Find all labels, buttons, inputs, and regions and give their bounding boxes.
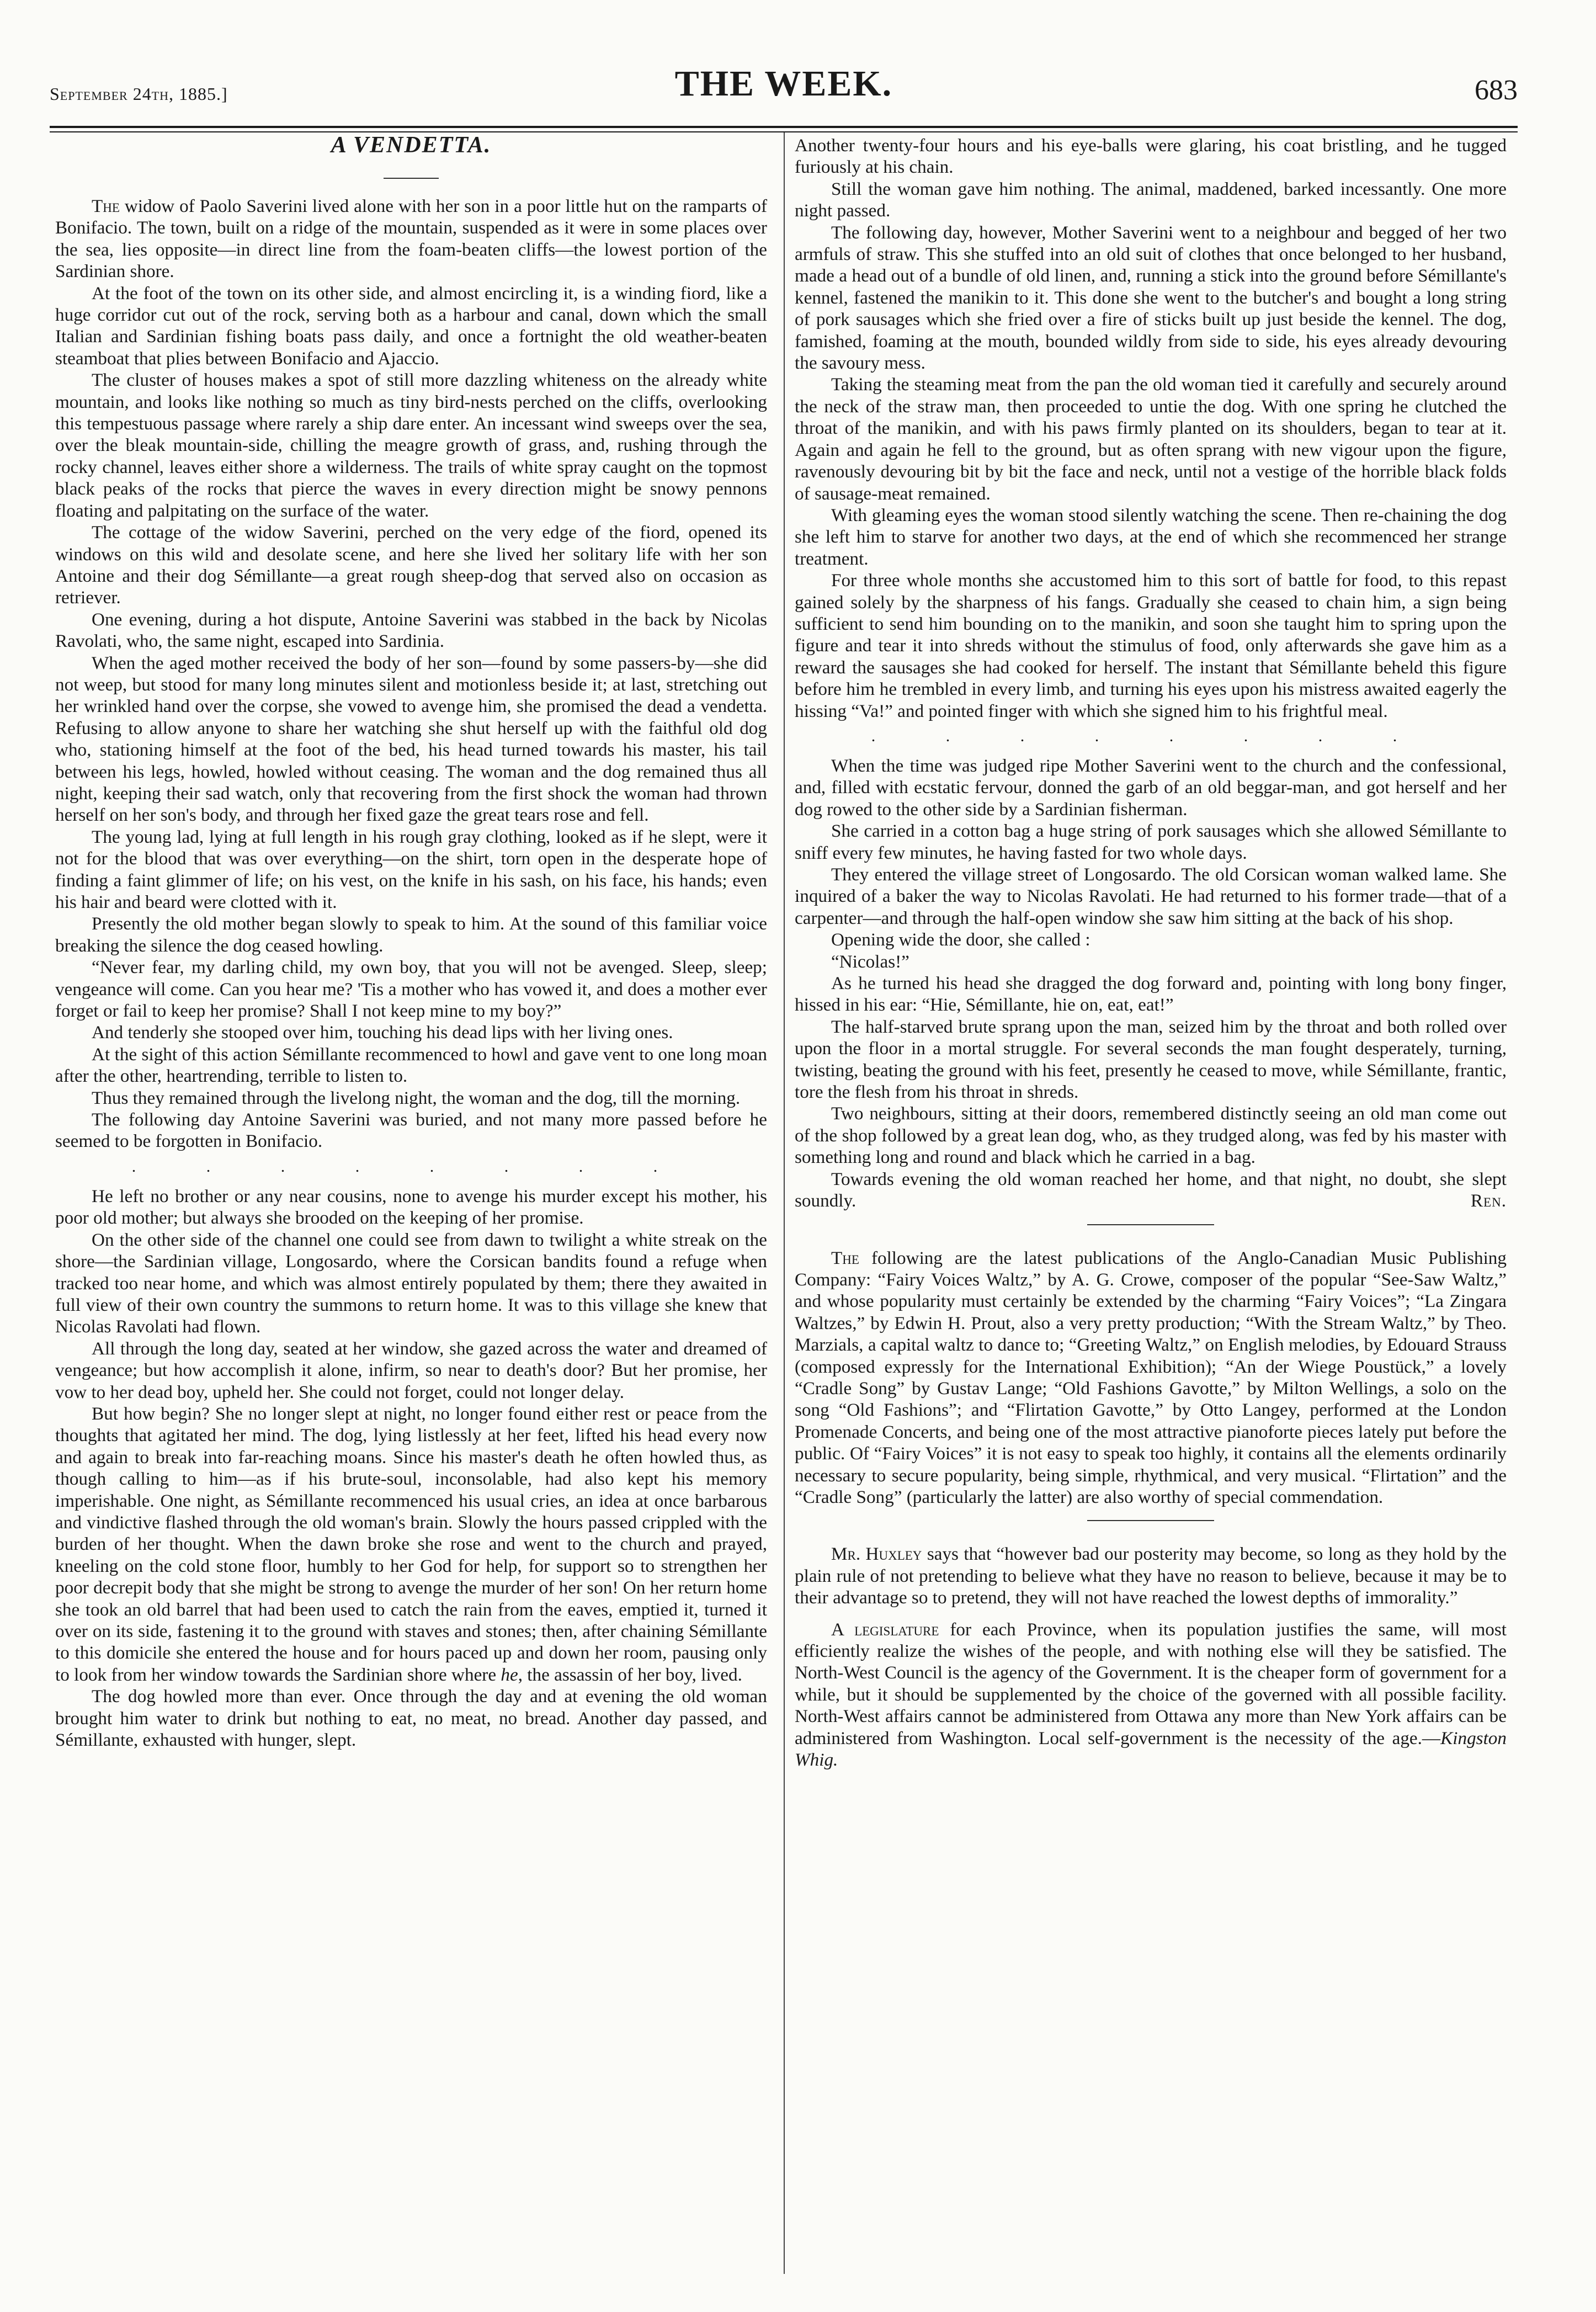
- paragraph: Presently the old mother began slowly to speak to him. At the sound of this familiar voice breaking the silence the dog ceased howling.: [55, 913, 767, 956]
- section-break: . . . . . . . .: [131, 1157, 691, 1176]
- paragraph: At the foot of the town on its other side, and almost encircling it, is a winding fiord, like a huge corridor cut out of the rock, serving both as a harbour and canal, down which the small Italian and Sardinian fishing boats pass daily, and once a fortnight the old weather-beaten steamboat that plies between Bonifacio and Ajaccio.: [55, 283, 767, 369]
- paragraph: The following day, however, Mother Saverini went to a neighbour and begged of her two armfuls of straw. This she stuffed into an old suit of clothes that once belonged to her husband, made a head out of a bundle of old linen, and, running a stick into the ground before Sémillante's kennel, fastened the manikin to it. This done she went to the butcher's and bought a long string of pork sausages which she fried over a fire of sticks built up just beside the kennel. The dog, famished, foaming at the mouth, bounded wildly from side to side, his eyes already devouring the savoury mess.: [795, 222, 1507, 374]
- paragraph: Opening wide the door, she called :: [831, 929, 1090, 950]
- article-title: A VENDETTA.: [331, 132, 492, 158]
- music-notice: [795, 1247, 1507, 1508]
- issue-date: September 24th, 1885.]: [50, 84, 228, 104]
- paragraph: The dog howled more than ever. Once through the day and at evening the old woman brought him water to drink but nothing to eat, no meat, no bread. Another day passed, and Sémillante, exhausted with hunger, slept.: [55, 1686, 767, 1751]
- lead-word: The: [831, 1247, 859, 1268]
- paragraph: Another twenty-four hours and his eye-balls were glaring, his coat bristling, and he tugged furiously at his chain.: [795, 135, 1507, 178]
- paragraph: The young lad, lying at full length in his rough gray clothing, looked as if he slept, were it not for the blood that was over everything—on the shirt, torn open in the desperate hope of finding a faint glimmer of life; on his vest, on the knife in his sash, on his face, his hands; even his hair and beard were clotted with it.: [55, 826, 767, 912]
- paragraph: The following day Antoine Saverini was buried, and not many more passed before he seemed to be forgotten in Bonifacio.: [55, 1109, 767, 1152]
- lead-word: The: [92, 196, 120, 216]
- paragraph: At the sight of this action Sémillante recommenced to howl and gave vent to one long moan after the other, heartrending, terrible to listen to.: [55, 1044, 767, 1087]
- paragraph: Taking the steaming meat from the pan the old woman tied it carefully and securely around the neck of the straw man, then proceeded to untie the dog. With one spring he clutched the throat of the manikin, and with his paws firmly planted on its shoulders, began to tear at it. Again and again he fell to the ground, but as often sprang with new vigour upon the figure, ravenously devouring bit by bit the face and neck, until not a vestige of the horrible black folds of sausage-meat remained.: [795, 374, 1507, 504]
- masthead: [50, 55, 1518, 110]
- paragraph-text: following are the latest publications of the Anglo-Canadian Music Publishing Company: “Fairy Voices Waltz,” by A. G. Crowe, composer of the popular “See-Saw Waltz,” and whose popularity must certainly be extended by the charming “Fairy Voices”; “La Zingara Waltzes,” by Edwin H. Prout, also a very pretty production; “With the Stream Waltz,” by Theo. Marzials, a capital waltz to dance to; “Greeting Waltz,” on English melodies, by Edouard Strauss (composed expressly for the International Exhibition); “An der Wiege Poustück,” a lovely “Cradle Song” by Gustav Lange; “Old Fashions Gavotte,” by Milton Wellings, a solo on the song “Old Fashions”; and “Flirtation Gavotte,” by Otto Langey, performed at the London Promenade Concerts, and being one of the most attractive pianoforte pieces lately put before the public. Of “Fairy Voices” it is not easy to speak too highly, it contains all the elements ordinarily necessary to secure popularity, being simple, rhythmical, and very musical. “Flirtation” and the “Cradle Song” (particularly the latter) are also worthy of special commendation.: [795, 1247, 1507, 1507]
- paragraph: Still the woman gave him nothing. The animal, maddened, barked incessantly. One more night passed.: [795, 178, 1507, 221]
- paragraph-text: for each Province, when its population justifies the same, will most efficiently realize the wishes of the people, and with nothing else will they be satisfied. The North-West Council is the agency of the Government. It is the cheaper form of government for a while, but it should be supplemented by the choice of the governed with all possible facility. North-West affairs cannot be administered from Ottawa any more than New York affairs can be administered from Washington. Local self-government is the necessity of the age.—: [795, 1619, 1507, 1748]
- article-divider: [1087, 1224, 1214, 1225]
- paragraph: He left no brother or any near cousins, none to avenge his murder except his mother, his poor old mother; but always she brooded on the keeping of her promise.: [55, 1186, 767, 1229]
- paragraph-text: , the assassin of her boy, lived.: [518, 1664, 742, 1685]
- right-column: [795, 135, 1507, 1771]
- author-signature: Ren.: [1470, 1190, 1507, 1211]
- paragraph: All through the long day, seated at her window, she gazed across the water and dreamed of vengeance; but how accomplish it alone, infirm, so near to death's door? But her promise, her vow to her dead boy, upheld her. She could not forget, could not longer delay.: [55, 1338, 767, 1402]
- paragraph: And tenderly she stooped over him, touching his dead lips with her living ones.: [92, 1022, 673, 1043]
- paragraph-text: Towards evening the old woman reached her home, and that night, no doubt, she slept soundly.: [795, 1168, 1507, 1211]
- spacer: [795, 1609, 1507, 1619]
- left-column: [55, 132, 767, 1751]
- paragraph: When the aged mother received the body of her son—found by some passers-by—she did not weep, but stood for many long minutes silent and motionless beside it; at last, stretching out her wrinkled hand over the corpse, she vowed to avenge him, she promised the dead a vendetta. Refusing to allow anyone to share her watching she shut herself up with the faithful old dog who, stationing himself at the foot of the bed, his head turned towards his master, his tail between his legs, howled, howled without ceasing. The woman and the dog remained thus all night, keeping their sad watch, only that recovering from the first shock the woman had thrown herself on her son's body, and through her fixed gaze the great tears rose and fell.: [55, 652, 767, 826]
- paragraph: “Never fear, my darling child, my own boy, that you will not be avenged. Sleep, sleep; vengeance will come. Can you hear me? 'Tis a mother who has vowed it, and does a mother ever forget or fail to keep her promise? Shall I not keep mine to my boy?”: [55, 957, 767, 1022]
- publication-title: THE WEEK.: [674, 63, 893, 104]
- header-rule: [50, 126, 1518, 128]
- paragraph: Thus they remained through the livelong night, the woman and the dog, till the morning.: [92, 1087, 741, 1108]
- paragraph: [795, 1168, 1507, 1212]
- legislature-note: [795, 1619, 1507, 1771]
- paragraph-text: But how begin? She no longer slept at night, no longer found either rest or peace from the thoughts that agitated her mind. The dog, lying listlessly at her feet, lifted his head every now and again to break into far-reaching moans. Since his master's death he often howled thus, as though calling to him—as if his brute-soul, inconsolable, had also kept his memory imperishable. One night, as Sémillante recommenced his usual cries, an idea at once barbarous and vindictive flashed through the old woman's brain. Slowly the hours passed crippled with the burden of her thought. When the dawn broke she rose and went to the church and prayed, kneeling on the cold stone floor, humbly to her God for help, for support so to strengthen her poor decrepit body that she might be strong to avenge the murder of her son! On her return home she took an old barrel that had been used to catch the rain from the eaves, emptied it, turned it over on its side, fastening it to the ground with staves and stones; then, after chaining Sémillante to this domicile she entered the house and for hours paced up and down her room, pausing only to look from her window towards the Sardinian shore where: [55, 1403, 767, 1685]
- paragraph: One evening, during a hot dispute, Antoine Saverini was stabbed in the back by Nicolas Ravolati, who, the same night, escaped into Sardinia.: [55, 609, 767, 652]
- paragraph-text: widow of Paolo Saverini lived alone with her son in a poor little hut on the ramparts of Bonifacio. The town, built on a ridge of the mountain, suspended as it were in some places over the sea, lies opposite—in direct line from the foam-beaten cliffs—the lowest portion of the Sardinian shore.: [55, 196, 767, 282]
- paragraph: She carried in a cotton bag a huge string of pork sausages which she allowed Sémillante to sniff every few minutes, he having fasted for two whole days.: [795, 821, 1507, 863]
- title-rule: [384, 178, 439, 179]
- paragraph-text: says that “however bad our posterity may become, so long as they hold by the plain rule of not pretending to believe what they have no reason to believe, because it may be to their advantage so to pretend, they will not have reached the lowest depths of immorality.”: [795, 1544, 1507, 1608]
- paragraph: Two neighbours, sitting at their doors, remembered distinctly seeing an old man come out of the shop followed by a great lean dog, who, as they trudged along, was fed by his master with something long and round and black which he carried in a bag.: [795, 1103, 1507, 1168]
- paragraph: The cottage of the widow Saverini, perched on the very edge of the fiord, opened its windows on this wild and desolate scene, and here she lived her solitary life with her son Antoine and their dog Sémillante—a great rough sheep-dog that served also on occasion as retriever.: [55, 522, 767, 608]
- source-citation: Kingston Whig.: [795, 1728, 1507, 1771]
- paragraph: They entered the village street of Longosardo. The old Corsican woman walked lame. She inquired of a baker the way to Nicolas Ravolati. He had returned to his former trade—that of a carpenter—and through the half-open window she saw him sitting at the back of his shop.: [795, 864, 1507, 928]
- paragraph: On the other side of the channel one could see from dawn to twilight a white streak on the shore—the Sardinian village, Longosardo, where the Corsican bandits found a refuge when tracked too near home, and which was almost entirely populated by them; there they awaited in full view of their own country the summons to return home. It was to this village she knew that Nicolas Ravolati had flown.: [55, 1229, 767, 1337]
- paragraph: The cluster of houses makes a spot of still more dazzling whiteness on the already white mountain, and looks like nothing so much as tiny bird-nests perched on the cliffs, overlooking this tempestuous passage where rarely a ship dare enter. An incessant wind sweeps over the sea, over the bleak mountain-side, chilling the meagre growth of grass, and, rushing through the rocky channel, leaves either shore a wilderness. The trails of white spray caught on the topmost black peaks of the rocks that pierce the waves in every direction might be snowy pennons floating and palpitating on the surface of the water.: [55, 370, 767, 521]
- lead-word: Mr. Huxley: [831, 1544, 922, 1565]
- paragraph: As he turned his head she dragged the dog forward and, pointing with long bony finger, hissed in his ear: “Hie, Sémillante, hie on, eat, eat!”: [795, 973, 1507, 1016]
- paragraph: [55, 195, 767, 283]
- paragraph: [55, 1403, 767, 1686]
- column-divider: [784, 132, 785, 2274]
- page-number: 683: [1475, 75, 1518, 106]
- huxley-note: [795, 1543, 1507, 1608]
- lead-word: A legislature: [831, 1619, 939, 1640]
- paragraph: With gleaming eyes the woman stood silently watching the scene. Then re-chaining the dog she left him to starve for another two days, at the end of which she recommenced her strange treatment.: [795, 504, 1507, 569]
- paragraph: “Nicolas!”: [831, 951, 909, 972]
- paragraph: The half-starved brute sprang upon the man, seized him by the throat and both rolled over upon the floor in a mortal struggle. For several seconds the man fought desperately, turning, twisting, beating the ground with his feet, presently he ceased to move, while Sémillante, frantic, tore the flesh from his throat in shreds.: [795, 1016, 1507, 1103]
- section-break: . . . . . . . .: [871, 726, 1430, 745]
- article-divider: [1087, 1520, 1214, 1521]
- paragraph: For three whole months she accustomed him to this sort of battle for food, to this repast gained solely by the sharpness of his fangs. Gradually she ceased to chain him, a sign being sufficient to send him bounding on to the manikin, and soon she taught him to spring upon the figure and tear it into shreds without the stimulus of food, only afterwards she gave him as a reward the sausages she had cooked for herself. The instant that Sémillante beheld this figure before him he trembled in every limb, and turning his eyes upon his mistress awaited eagerly the hissing “Va!” and pointed finger with which she signed him to his frightful meal.: [795, 570, 1507, 721]
- italic-word: he: [501, 1664, 518, 1685]
- paragraph: When the time was judged ripe Mother Saverini went to the church and the confessional, and, filled with ecstatic fervour, donned the garb of an old beggar-man, and got herself and her dog rowed to the other side by a Sardinian fisherman.: [795, 755, 1507, 820]
